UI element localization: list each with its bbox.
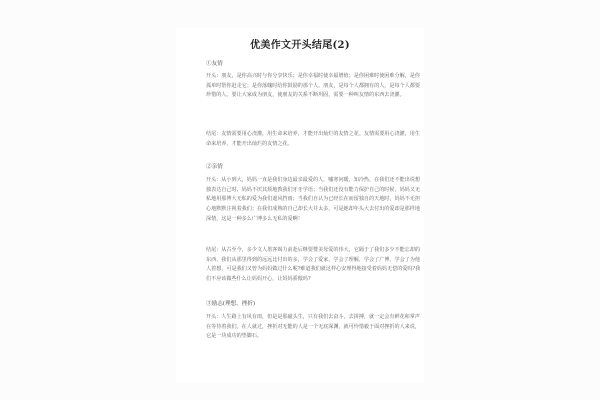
paragraph-friendship-ending: 结尾：友情需要用心浇灌，用生命来培养，才能开出灿烂的友情之花。友情需要用心浇灌，用生命来培养，才能开出灿烂的友情之花。 bbox=[206, 131, 420, 147]
section-heading-inspiration: ③励志(理想、挫折) bbox=[206, 301, 256, 307]
section-heading-family: ②亲情 bbox=[206, 164, 223, 170]
paragraph-inspiration-opening: 开头：人生路上有风有雨，但是是那磁头生，只有我们去奋斗，去拼搏，就一定会有鲜花和掌声在等待着我们。在人就过，挫折对无能的人是一个无底深渊，就可怜惜毅于面对挫折的人来说，它是一块成功的垫脚石。 bbox=[206, 314, 420, 340]
document-title: 优美作文开头结尾(2) bbox=[250, 40, 350, 51]
paragraph-friendship-opening: 开头：朋友，是你高兴时与你分享快乐；是你幸福时使幸福增值；是你困难时使困难分解，是你孤单时帮你赶走它；是你落魄时给你鼓励的那个人。朋友，是每个人都拥有的人，是每个人都要珍惜的人。要让大家成为朋友，使朋友的关系不断巩固，需要一种叫友情的东西去浇灌。 bbox=[206, 73, 420, 99]
section-heading-friendship: ①友情 bbox=[206, 61, 223, 67]
paragraph-family-opening: 开头：从小到大，妈妈一直是我们身边最亲最爱的人，嘘寒问暖，知冷热，在我们还不能出说想独表达自己时，妈妈不厌其烦地教我们牙牙学语；当我们还没有能力保护自己的时候，妈妈又无私地用那博大无私的爱为我们遮风挡雨；当我们自认为已经长在而留独自的天地时，妈妈不无担心地默默注视着我们；在我们成熟的自己却长大并太多，可是她却年头大去付出的爱却是那样地深情，这是一种多么广博多么无私的爱啊！ bbox=[206, 177, 420, 222]
document-sheet bbox=[176, 28, 424, 383]
paragraph-family-ending: 结尾：从古至今，多少文人墨客竭力前赴后继要赞美母爱的伟大，它隔于了我们多少不能忘却的东西，我们从那里得到的远远比付出的多，学会了爱家，学会了理解，学会了广博，学会了为他人着想，可是我们又曾为妈妈做过什么呢?难道我们就这样心安理得地接受着妈妈无偿的爱吗?我们不应该做些什么让妈妈开心，让妈妈骄傲吗? bbox=[206, 247, 421, 283]
